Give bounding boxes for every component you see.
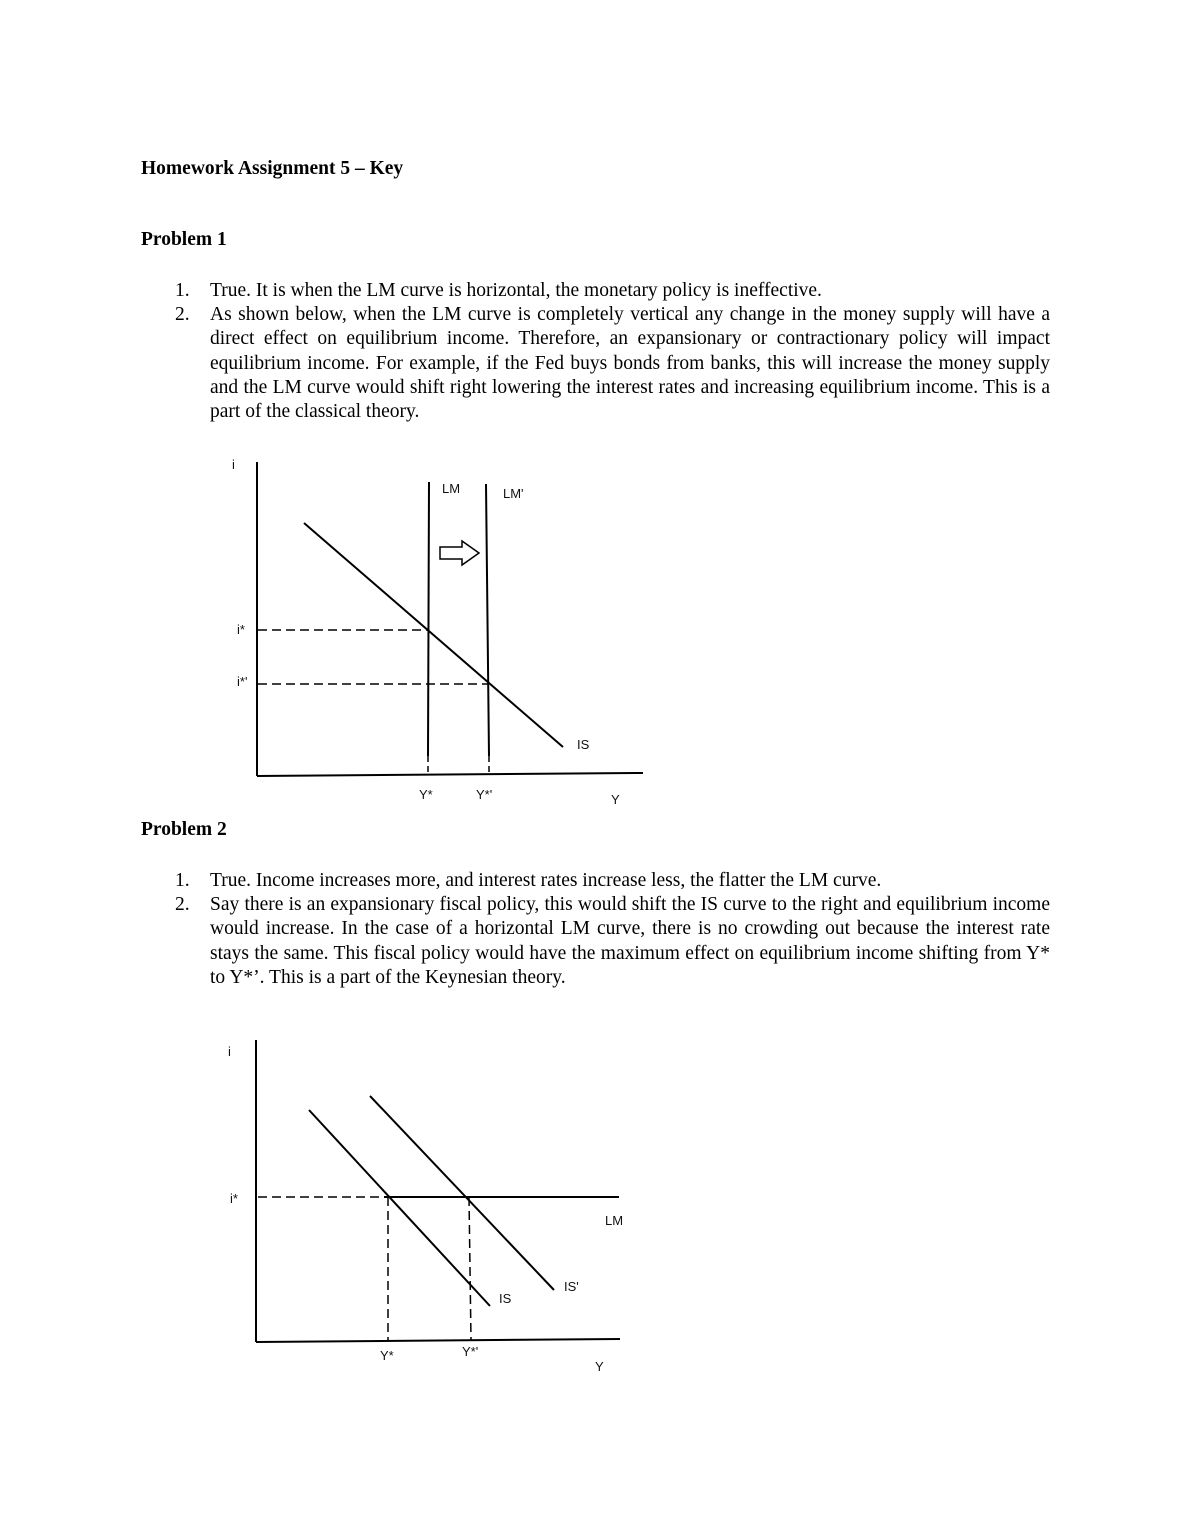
y-star-prime-dashed-line	[469, 1197, 471, 1340]
problem-2-heading: Problem 2	[141, 819, 227, 840]
lm-shifted-label: LM'	[503, 486, 524, 501]
document-title: Homework Assignment 5 – Key	[141, 158, 404, 179]
y-star-label: Y*	[380, 1348, 394, 1363]
item-text: True. It is when the LM curve is horizontal, the monetary policy is ineffective.	[210, 280, 822, 301]
y-star-label: Y*	[419, 787, 433, 802]
i-star-label: i*	[230, 1191, 238, 1206]
item-number: 1.	[175, 870, 190, 891]
i-star-prime-label: i*'	[237, 674, 248, 689]
is-label: IS	[577, 737, 590, 752]
x-axis-label: Y	[595, 1359, 604, 1374]
is-label: IS	[499, 1291, 512, 1306]
lm-label: LM	[442, 481, 461, 496]
item-text: Say there is an expansionary fiscal policy, this would shift the IS curve to the right and equilibrium income would increase. In the case of a horizontal LM curve, there is no crowding out because the interest rate stays the same. This fiscal policy would have the maximum effect on equilibrium income shifting from Y* to Y*’. This is a part of the Keynesian theory.	[210, 894, 1050, 988]
item-number: 2.	[175, 304, 190, 325]
is-curve	[309, 1110, 490, 1306]
y-star-prime-label: Y*'	[462, 1344, 479, 1359]
y-star-prime-label: Y*'	[476, 787, 493, 802]
item-text: As shown below, when the LM curve is completely vertical any change in the money supply will have a direct effect on equilibrium income. Therefore, an expansionary or contractionary policy will impact equilibrium income. For example, if the Fed buys bonds from banks, this will increase the money supply and the LM curve would shift right lowering the interest rates and increasing equilibrium income. This is a part of the classical theory.	[210, 304, 1050, 423]
item-text: True. Income increases more, and interest rates increase less, the flatter the LM curve.	[210, 870, 882, 891]
is-shifted-label: IS'	[564, 1279, 579, 1294]
item-number: 2.	[175, 894, 190, 915]
i-star-label: i*	[237, 622, 245, 637]
y-axis-label: i	[228, 1044, 231, 1059]
x-axis	[256, 1339, 620, 1342]
lm-label: LM	[605, 1213, 624, 1228]
item-number: 1.	[175, 280, 190, 301]
problem-1-heading: Problem 1	[141, 229, 227, 250]
y-axis-label: i	[232, 457, 235, 472]
x-axis-label: Y	[611, 792, 620, 807]
is-shifted-curve	[370, 1096, 554, 1290]
